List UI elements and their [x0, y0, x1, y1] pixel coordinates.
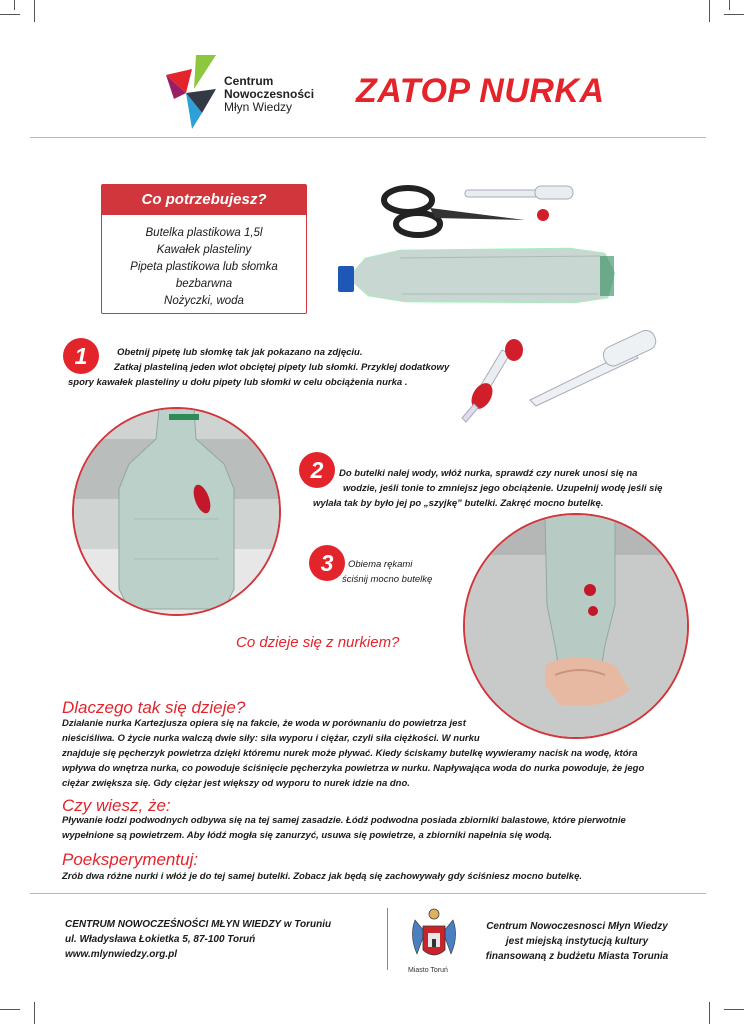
step-2-text: [313, 466, 673, 511]
footer-line: CENTRUM NOWOCZEŚNOŚCI MŁYN WIEDZY w Toruniu: [65, 919, 332, 930]
list-item: Nożyczki, woda: [164, 295, 244, 307]
materials-heading: Co potrzebujesz?: [102, 185, 306, 215]
crop-mark: [729, 0, 730, 10]
para-line: Pływanie łodzi podwodnych odbywa się na tej samej zasadzie. Łódź podwodna posiada zbiorniki balastowe, które pierwotnie: [62, 815, 626, 826]
footer-divider: [387, 908, 388, 970]
question-heading: Co dzieje się z nurkiem?: [236, 634, 400, 651]
step-line: Obetnij pipetę lub słomkę tak jak pokazano na zdjęciu.: [117, 347, 363, 358]
materials-box: [101, 184, 307, 314]
materials-photo: [330, 178, 630, 318]
footer-line: Centrum Nowoczesnosci Młyn Wiedzy: [486, 921, 668, 932]
crop-mark: [709, 0, 710, 22]
pipette-photo: [452, 330, 667, 425]
page-title: ZATOP NURKA: [356, 72, 605, 110]
crop-mark: [724, 14, 744, 15]
crest-caption: Miasto Toruń: [408, 967, 448, 974]
step-line: Obiema rękami: [348, 559, 413, 570]
footer-funding: [472, 919, 682, 964]
crop-mark: [0, 1009, 20, 1010]
step-1-text: [68, 345, 458, 390]
logo-mark: [166, 55, 220, 129]
logo-line-3: Młyn Wiedzy: [224, 100, 293, 114]
footer-line: jest miejską instytucją kultury: [505, 936, 649, 947]
para-line: nieściśliwa. O życie nurka walczą dwie siły: siła wyporu i ciężar, czyli siła ciężkości. W nurku: [62, 733, 480, 744]
why-heading: Dlaczego tak się dzieje?: [62, 698, 246, 717]
para-line: wypełnione są powietrzem. Aby łódź mogła się zanurzyć, usuwa się powietrze, a zbiorniki napełnia się wodą.: [62, 830, 553, 841]
step-line: spory kawałek plasteliny u dołu pipety lub słomki w celu obciążenia nurka .: [68, 377, 408, 388]
torun-crest-icon: [409, 906, 459, 966]
step-3-text: [342, 557, 472, 587]
know-heading: Czy wiesz, że:: [62, 796, 171, 815]
para-line: Zrób dwa różne nurki i włóż je do tej samej butelki. Zobacz jak będą się zachowywały gdy ściśniesz mocno butelkę.: [62, 871, 582, 882]
logo-line-2: Nowoczesności: [224, 87, 315, 101]
footer-line: finansowaną z budżetu Miasta Torunia: [485, 951, 669, 962]
list-item: Pipeta plastikowa lub słomka: [130, 261, 278, 273]
crop-mark: [14, 0, 15, 10]
crop-mark: [0, 14, 20, 15]
divider: [30, 893, 706, 894]
footer-address: [65, 917, 331, 962]
logo-line-1: Centrum: [224, 74, 274, 88]
list-item: Butelka plastikowa 1,5l: [145, 227, 263, 239]
divider: [30, 137, 706, 138]
crop-mark: [724, 1009, 744, 1010]
list-item: bezbarwna: [175, 278, 233, 290]
para-line: ciężar zwiększa się. Gdy ciężar jest większy od wyporu to nurek idzie na dno.: [62, 778, 410, 789]
step-number: 1: [63, 338, 99, 374]
step-number: 3: [309, 545, 345, 581]
step-line: ściśnij mocno butelkę: [342, 574, 433, 585]
step-line: wylała tak by było jej po „szyjkę” butelki. Zakręć mocno butelkę.: [313, 498, 604, 509]
experiment-heading: Poeksperymentuj:: [62, 850, 199, 869]
experiment-text: [62, 869, 682, 884]
list-item: Kawałek plasteliny: [156, 244, 252, 256]
step-line: wodzie, jeśli tonie to zmniejsz jego obciążenie. Uzupełnij wodę jeśli się: [343, 483, 663, 494]
crop-mark: [34, 0, 35, 22]
logo-text: [224, 75, 314, 114]
bottle-circle-photo: [72, 407, 281, 616]
why-text: [62, 716, 682, 791]
footer-line[interactable]: www.mlynwiedzy.org.pl: [65, 949, 178, 960]
para-line: znajduje się pęcherzyk powietrza dzięki któremu nurek może pływać. Kiedy ściskamy butelkę wywieramy nacisk na wodę, która: [62, 748, 638, 759]
crop-mark: [709, 1002, 710, 1024]
para-line: wpływa do wnętrza nurka, co powoduje ściśnięcie pęcherzyka powietrza w nurku. Napływająca woda do nurka powoduje, że jego: [62, 763, 645, 774]
para-line: Działanie nurka Kartezjusza opiera się na fakcie, że woda w porównaniu do powietrza jest: [62, 718, 466, 729]
step-number: 2: [299, 452, 335, 488]
crop-mark: [34, 1002, 35, 1024]
materials-list: [102, 225, 306, 310]
footer-line: ul. Władysława Łokietka 5, 87-100 Toruń: [65, 934, 256, 945]
squeeze-circle-photo: [463, 513, 689, 739]
step-line: Zatkaj plasteliną jeden wlot obciętej pipety lub słomki. Przyklej dodatkowy: [114, 362, 450, 373]
step-line: Do butelki nalej wody, włóż nurka, sprawdź czy nurek unosi się na: [339, 468, 638, 479]
know-text: [62, 813, 682, 843]
